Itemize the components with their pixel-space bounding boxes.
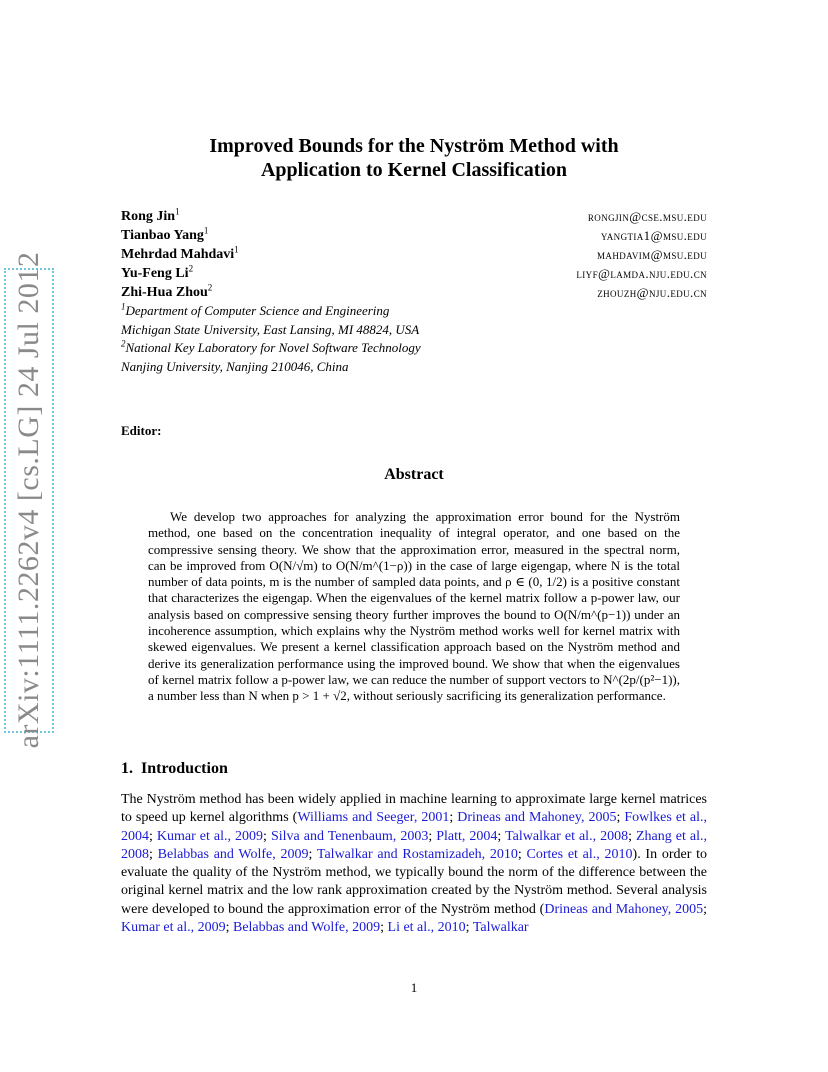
section-title: Introduction	[141, 760, 228, 777]
intro-paragraph: The Nyström method has been widely applied in machine learning to approximate large kernel matrices to speed up kernel algorithms (Williams and Seeger, 2001; Drineas and Mahoney, 2005; Fowlkes et al., 2004; Kumar et al., 2009; Silva and Tenenbaum, 2003; Platt, 2004; Talwalkar et al., 2008; Zhang et al., 2008; Belabbas and Wolfe, 2009; Talwalkar and Rostamizadeh, 2010; Cortes et al., 2010). In order to evaluate the quality of the Nyström method, we typically bound the norm of the difference between the original kernel matrix and the low rank approximation created by the Nyström method. Several analysis were developed to bound the approximation error of the Nyström method (Drineas and Mahoney, 2005; Kumar et al., 2009; Belabbas and Wolfe, 2009; Li et al., 2010; Talwalkar	[121, 792, 708, 936]
citation-link[interactable]: Cortes et al., 2010	[526, 846, 633, 862]
title-line-2: Application to Kernel Classification	[260, 159, 568, 181]
author-row	[121, 264, 707, 283]
citation-link[interactable]: Drineas and Mahoney, 2005	[544, 901, 704, 917]
citation-link[interactable]: Talwalkar et al., 2008	[505, 828, 629, 844]
citation-link[interactable]: Talwalkar and Rostamizadeh, 2010	[316, 846, 518, 862]
paper-title	[0, 134, 828, 182]
author-block	[121, 207, 707, 376]
affiliation-2	[121, 339, 707, 376]
citation-link[interactable]: Kumar et al., 2009	[156, 828, 264, 844]
citation-link[interactable]: Belabbas and Wolfe, 2009	[232, 920, 381, 936]
citation-link[interactable]: Fowlkes et al., 2004	[121, 810, 708, 844]
author-name: Rong Jin$^1$	[121, 206, 180, 224]
author-email: yangtia1@msu.edu	[600, 228, 707, 243]
author-email: mahdavim@msu.edu	[597, 247, 707, 262]
affiliation-line: Michigan State University, East Lansing, MI 48824, USA	[121, 321, 420, 337]
arxiv-stamp	[4, 251, 54, 749]
citation-link[interactable]: Talwalkar	[472, 920, 529, 936]
citation-link[interactable]: Platt, 2004	[436, 828, 498, 844]
title-line-1: Improved Bounds for the Nyström Method with	[209, 135, 619, 157]
citation-link[interactable]: Li et al., 2010	[387, 920, 466, 936]
author-email: liyf@lamda.nju.edu.cn	[576, 266, 707, 281]
affiliation-line: Nanjing University, Nanjing 210046, China	[121, 358, 349, 374]
author-row	[121, 226, 707, 245]
author-name: Tianbao Yang$^1$	[121, 225, 209, 243]
citation-link[interactable]: Zhang et al., 2008	[121, 828, 707, 862]
citation-link[interactable]: Kumar et al., 2009	[121, 920, 226, 936]
citation-link[interactable]: Drineas and Mahoney, 2005	[457, 810, 617, 826]
author-email: rongjin@cse.msu.edu	[587, 209, 707, 224]
author-email: zhouzh@nju.edu.cn	[597, 285, 707, 300]
author-row	[121, 283, 707, 302]
author-name: Yu-Feng Li$^2$	[121, 263, 194, 281]
section-number: 1.	[121, 760, 133, 777]
arxiv-stamp-text: arXiv:1111.2262v4 [cs.LG] 24 Jul 2012	[12, 251, 45, 749]
affiliation-line: $^2$National Key Laboratory for Novel Software Technology	[121, 338, 421, 355]
citation-link[interactable]: Belabbas and Wolfe, 2009	[157, 846, 309, 862]
section-heading	[121, 760, 228, 778]
author-row	[121, 245, 707, 264]
editor-label: Editor:	[121, 423, 162, 438]
author-row	[121, 207, 707, 226]
abstract-body: We develop two approaches for analyzing the approximation error bound for the Nyström method, one based on the concentration inequality of integral operator, and one based on the compressive sensing theory. We show that the approximation error, measured in the spectral norm, can be improved from O(N/√m) to O(N/m^(1−ρ)) in the case of large eigengap, where N is the total number of data points, m is the number of sampled data points, and ρ ∈ (0, 1/2) is a positive constant that characterizes the eigengap. When the eigenvalues of the kernel matrix follow a p-power law, our analysis based on compressive sensing theory further improves the bound to O(N/m^(p−1)) under an incoherence assumption, which explains why the Nyström method works well for kernel matrix with skewed eigenvalues. We present a kernel classification approach based on the Nyström method and derive its generalization performance using the improved bound. We show that when the eigenvalues of kernel matrix follow a p-power law, we can reduce the number of support vectors to N^(2p/(p²−1)), a number less than N when p > 1 + √2, without seriously sacrificing its generalization performance.	[148, 509, 680, 704]
author-name: Mehrdad Mahdavi$^1$	[121, 244, 239, 262]
affiliation-line: $^1$Department of Computer Science and Engineering	[121, 301, 390, 318]
author-name: Zhi-Hua Zhou$^2$	[121, 282, 213, 300]
page-number: 1	[410, 980, 418, 995]
abstract-heading: Abstract	[384, 466, 444, 483]
citation-link[interactable]: Silva and Tenenbaum, 2003	[270, 828, 429, 844]
citation-link[interactable]: Williams and Seeger, 2001	[297, 810, 450, 826]
affiliation-1	[121, 302, 707, 339]
